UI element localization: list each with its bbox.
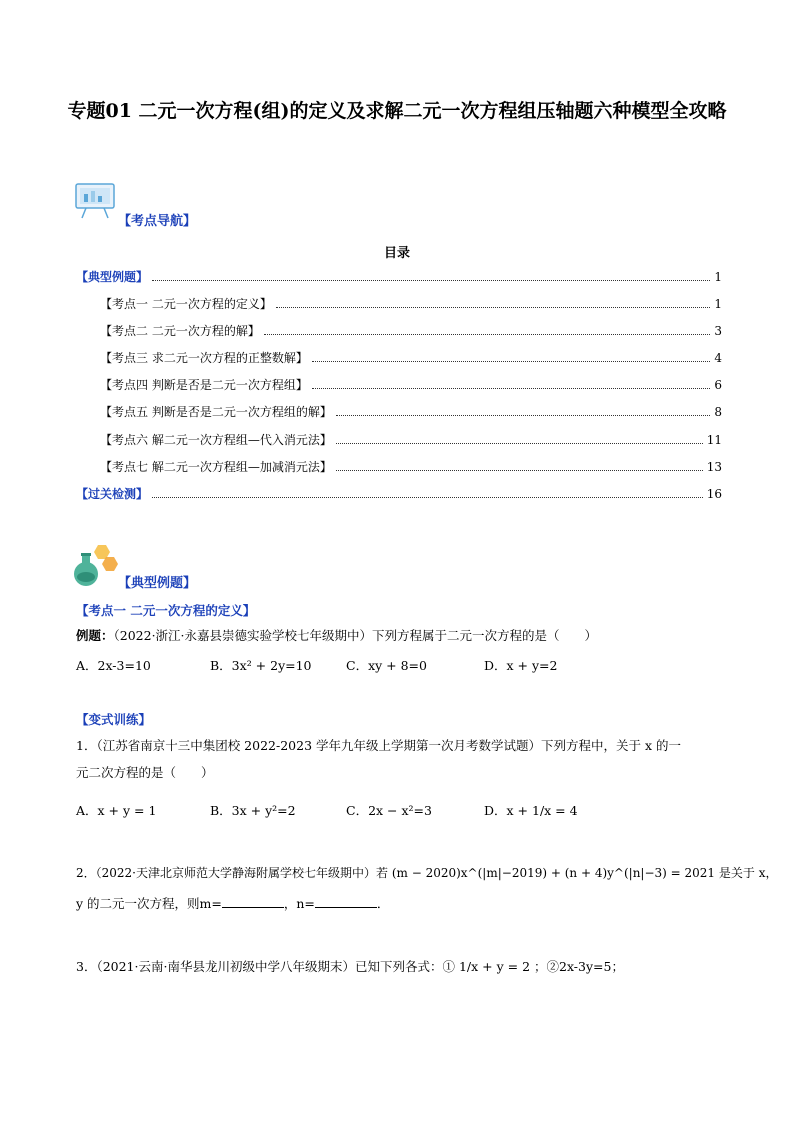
toc-label: 【考点一 二元一次方程的定义】 <box>100 297 272 311</box>
toc-row[interactable] <box>100 458 722 485</box>
q2-line2 <box>76 893 389 915</box>
toc-row[interactable] <box>76 485 722 512</box>
toc-page: 6 <box>714 378 722 392</box>
toc-label: 【考点三 求二元一次方程的正整数解】 <box>100 351 308 365</box>
toc-row[interactable] <box>100 349 722 376</box>
toc-page: 3 <box>714 324 722 338</box>
lab-flask-icon <box>72 543 118 587</box>
toc-page: 11 <box>706 433 722 447</box>
q2-text-c: y 的二元一次方程，则m= <box>76 896 222 911</box>
answer-blank-m[interactable] <box>222 895 284 908</box>
q2-expression: (m − 2020)x^(|m|−2019) + (n + 4)y^(|n|−3) = 2021 <box>391 866 716 880</box>
presentation-board-icon <box>74 180 118 220</box>
toc-label: 【考点六 解二元一次方程组—代入消元法】 <box>100 433 332 447</box>
q2-text-a: 2．（2022·天津北京师范大学静海附属学校七年级期中）若 <box>76 866 388 880</box>
toc-page: 4 <box>714 351 722 365</box>
example-question <box>76 625 597 647</box>
choice-d[interactable]: D．x + 1/x = 4 <box>484 803 578 818</box>
toc-label: 【过关检测】 <box>76 487 149 501</box>
q3-text-a: 3．（2021·云南·南华县龙川初级中学八年级期末）已知下列各式：① <box>76 959 455 974</box>
toc-label: 【考点七 解二元一次方程组—加减消元法】 <box>100 460 332 474</box>
q1-text-line2: 元二次方程的是（ ） <box>76 765 214 780</box>
toc-row[interactable] <box>100 376 722 403</box>
toc-label: 【典型例题】 <box>76 270 149 284</box>
choice-c[interactable]: C．xy + 8=0 <box>346 658 427 673</box>
choice-c[interactable]: C．2x − x²=3 <box>346 803 432 818</box>
q2-text-e: ． <box>376 896 390 911</box>
q2-text-d: ，n= <box>283 896 315 911</box>
toc-heading: 目录 <box>383 246 410 261</box>
toc-row[interactable] <box>100 431 722 458</box>
toc-leader <box>336 470 703 471</box>
toc-row[interactable] <box>100 322 722 349</box>
example-prefix: 例题： <box>76 628 114 643</box>
toc-page: 1 <box>714 270 722 284</box>
answer-blank-n[interactable] <box>315 895 377 908</box>
toc-row[interactable] <box>100 295 722 322</box>
toc-leader <box>276 307 711 308</box>
toc-leader <box>264 334 711 335</box>
toc-row[interactable] <box>76 268 722 295</box>
toc-leader <box>336 415 711 416</box>
toc-label: 【考点四 判断是否是二元一次方程组】 <box>100 378 308 392</box>
q2-line1 <box>76 862 777 884</box>
toc-page: 8 <box>714 405 722 419</box>
toc-page: 1 <box>714 297 722 311</box>
q1-choices <box>76 801 578 819</box>
toc-leader <box>152 497 703 498</box>
q2-text-b: 是关于 x， <box>718 866 778 880</box>
toc-leader <box>152 280 710 281</box>
section-header: 【典型例题】 <box>118 576 197 591</box>
example-text: （2022·浙江·永嘉县崇德实验学校七年级期中）下列方程属于二元一次方程的是（ ） <box>113 628 598 643</box>
choice-d[interactable]: D．x + y=2 <box>484 658 558 673</box>
example-choices <box>76 656 557 674</box>
choice-a[interactable]: A．2x-3=10 <box>76 658 151 673</box>
q1-text-line1: 1．（江苏省南京十三中集团校 2022-2023 学年九年级上学期第一次月考数学试题）下列方程中，关于 x 的一 <box>76 738 681 753</box>
nav-header: 【考点导航】 <box>118 214 197 229</box>
toc-row[interactable] <box>100 403 722 430</box>
choice-b[interactable]: B．3x + y²=2 <box>210 803 296 818</box>
toc-leader <box>312 361 711 362</box>
page-title: 专题01 二元一次方程(组)的定义及求解二元一次方程组压轴题六种模型全攻略 <box>67 100 727 122</box>
variant-header: 【变式训练】 <box>76 712 152 727</box>
toc-leader <box>312 388 711 389</box>
toc-page: 16 <box>706 487 722 501</box>
q3-expression-1: 1/x + y = 2 <box>458 959 531 974</box>
q3-text-b: ；②2x-3y=5； <box>534 959 624 974</box>
choice-a[interactable]: A．x + y = 1 <box>76 803 157 818</box>
toc-leader <box>336 443 703 444</box>
toc-label: 【考点五 判断是否是二元一次方程组的解】 <box>100 405 332 419</box>
kaodian-heading: 【考点一 二元一次方程的定义】 <box>76 603 256 618</box>
q3-line1 <box>76 956 624 978</box>
toc-label: 【考点二 二元一次方程的解】 <box>100 324 260 338</box>
choice-b[interactable]: B．3x² + 2y=10 <box>210 658 312 673</box>
toc-page: 13 <box>706 460 722 474</box>
